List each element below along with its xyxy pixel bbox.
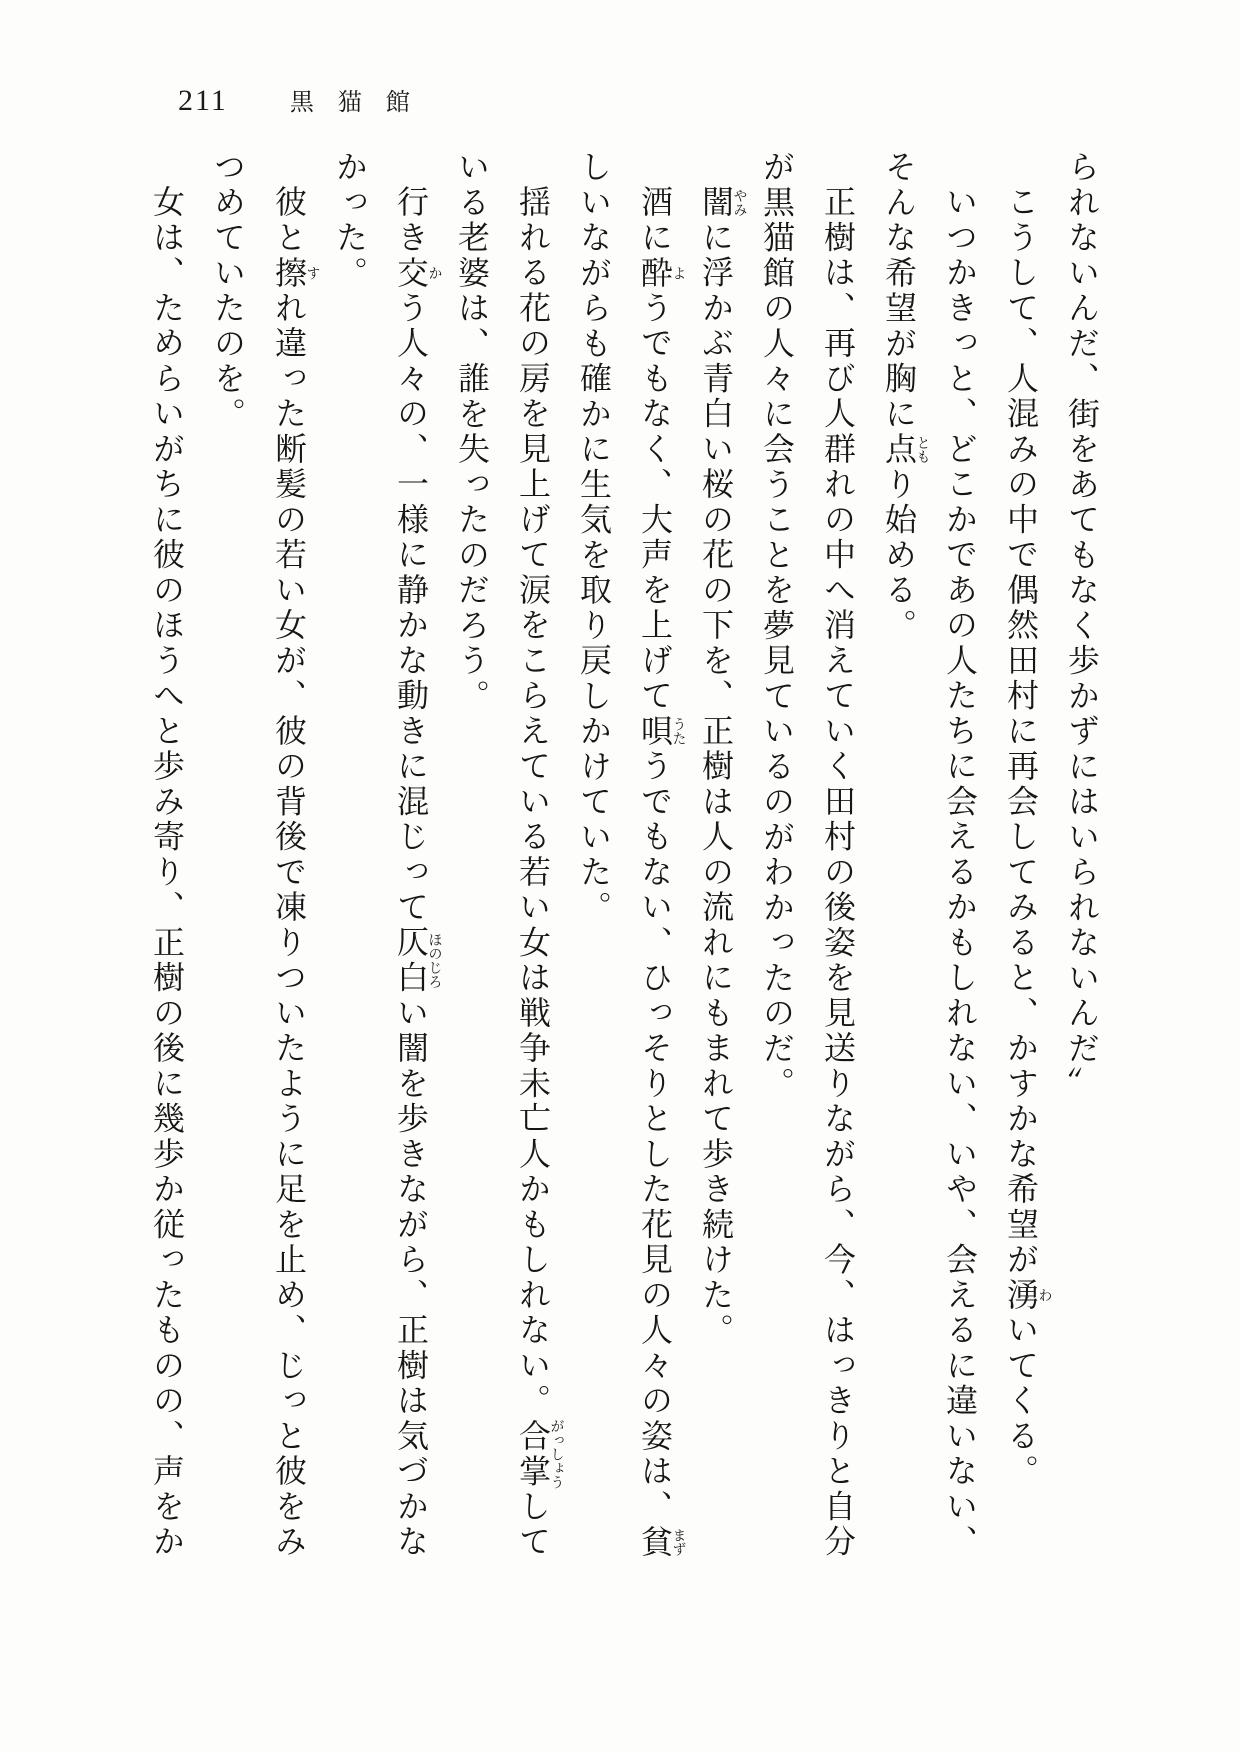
furigana-ruby: 酔よ: [637, 255, 686, 291]
furigana-ruby: 擦す: [271, 255, 320, 291]
furigana-text: す: [304, 255, 320, 291]
furigana-text: よ: [670, 255, 686, 291]
furigana-ruby: 点とも: [881, 432, 930, 468]
book-title: 黒猫館: [289, 90, 434, 116]
furigana-ruby: 仄白ほのじろ: [393, 925, 442, 996]
furigana-ruby: 唄うた: [637, 713, 686, 749]
paragraph: 正樹は、再び人群れの中へ消えていく田村の後姿を見送りながら、今、はっきりと自分が黒猫館の人々に会うことを夢見ているのがわかったのだ。: [759, 150, 856, 1560]
furigana-text: やみ: [731, 185, 747, 221]
paragraph: 揺れる花の房を見上げて涙をこらえている若い女は戦争未亡人かもしれない。合掌がっしょうしている老婆は、誰を失ったのだろう。: [454, 150, 564, 1560]
furigana-text: まず: [670, 1524, 686, 1560]
furigana-text: ほのじろ: [426, 925, 442, 996]
furigana-text: か: [426, 255, 442, 291]
furigana-ruby: 闇やみ: [698, 185, 747, 221]
running-head: [178, 82, 434, 118]
furigana-text: わ: [1036, 1277, 1052, 1313]
furigana-ruby: 湧わ: [1003, 1277, 1052, 1313]
text-block: [136, 150, 1112, 1577]
furigana-ruby: 合掌がっしょう: [515, 1418, 564, 1490]
paragraph: 行き交かう人々の、一様に静かな動きに混じって仄白ほのじろい闇を歩きながら、正樹は気づかなかった。: [332, 150, 442, 1560]
paragraph: 彼と擦すれ違った断髪の若い女が、彼の背後で凍りついたように足を止め、じっと彼をみつめていたのを。: [210, 150, 320, 1560]
paragraph: られないんだ、街をあてもなく歩かずにはいられないんだ〞: [1064, 150, 1100, 1102]
furigana-ruby: 貧まず: [637, 1524, 686, 1560]
paragraph: こうして、人混みの中で偶然田村に再会してみると、かすかな希望が湧わいてくる。: [1003, 185, 1052, 1490]
furigana-text: うた: [670, 713, 686, 749]
paragraph: 闇やみに浮かぶ青白い桜の花の下を、正樹は人の流れにもまれて歩き続けた。: [698, 185, 747, 1349]
paragraph: 酒に酔ようでもなく、大声を上げて唄うたうでもない、ひっそりとした花見の人々の姿は、貧まずしいながらも確かに生気を取り戻しかけていた。: [576, 150, 686, 1560]
furigana-text: がっしょう: [548, 1418, 564, 1490]
paragraph: 女は、ためらいがちに彼のほうへと歩み寄り、正樹の後に幾歩か従ったものの、声をか: [149, 185, 185, 1560]
furigana-ruby: 交か: [393, 255, 442, 291]
page-number: 211: [178, 84, 228, 117]
paragraph: いつかきっと、どこかであの人たちに会えるかもしれない、いや、会えるに違いない、そんな希望が胸に点ともり始める。: [881, 150, 978, 1560]
furigana-text: とも: [914, 432, 930, 468]
